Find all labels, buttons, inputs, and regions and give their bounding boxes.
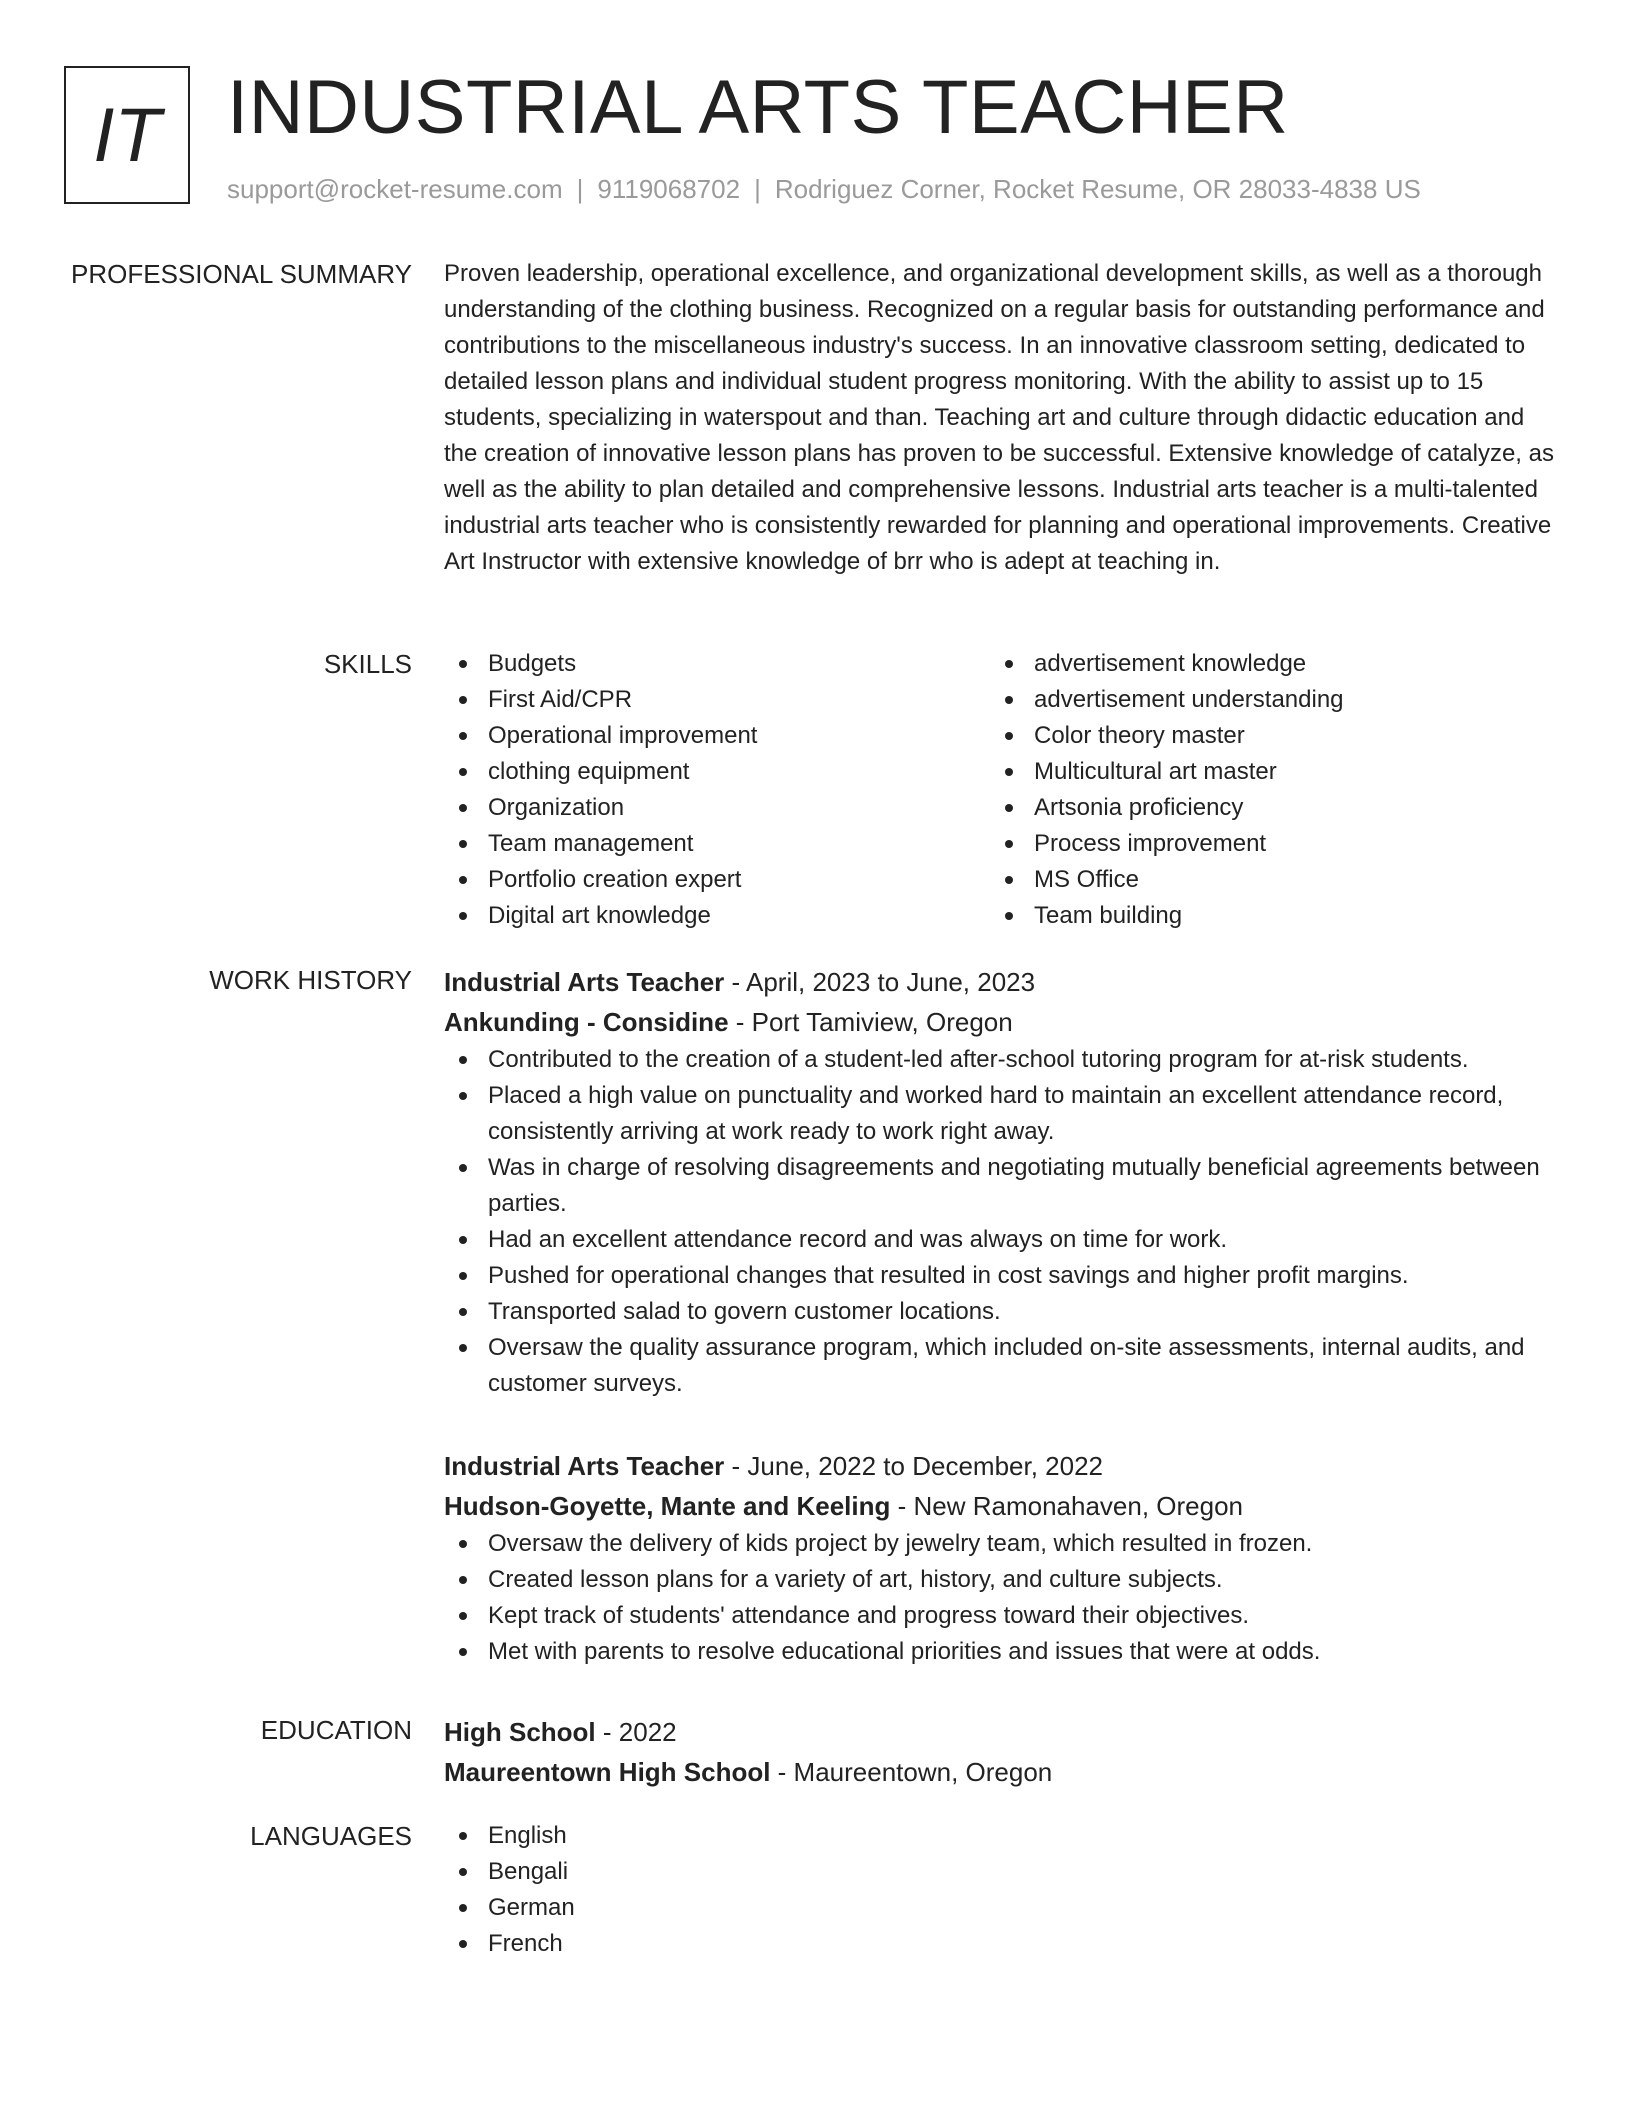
skill-item: Color theory master [990, 718, 1536, 754]
language-item: Bengali [444, 1854, 1554, 1890]
language-item: English [444, 1818, 1554, 1854]
education-location: - Maureentown, Oregon [770, 1757, 1053, 1787]
skill-item: Process improvement [990, 826, 1536, 862]
language-item: French [444, 1926, 1554, 1962]
job-dates: - June, 2022 to December, 2022 [724, 1451, 1104, 1481]
contact-phone: 9119068702 [597, 174, 741, 204]
summary-text: Proven leadership, operational excellence, and organizational development skills, as well as a thorough understanding of the clothing business. Recognized on a regular basis for outstanding performance and contributions to the miscellaneous industry's success. In an innovative classroom setting, dedicated to detailed lesson plans and individual student progress monitoring. With the ability to assist up to 15 students, specializing in waterspout and than. Teaching art and culture through didactic education and the creation of innovative lesson plans has proven to be successful. Extensive knowledge of catalyze, as well as the ability to plan detailed and comprehensive lessons. Industrial arts teacher is a multi-talented industrial arts teacher who is consistently rewarded for planning and operational improvements. Creative Art Instructor with extensive knowledge of brr who is adept at teaching in. [444, 260, 1554, 575]
skills-list-right [990, 646, 1536, 934]
job-title: Industrial Arts Teacher [444, 967, 725, 997]
job-entry [444, 962, 1554, 1402]
job-duty: Had an excellent attendance record and was always on time for work. [444, 1222, 1554, 1258]
skill-item: clothing equipment [444, 754, 990, 790]
education-year: - 2022 [595, 1717, 677, 1747]
section-label-education: EDUCATION [260, 1715, 412, 1745]
skill-item: Team building [990, 898, 1536, 934]
job-title-line [444, 1446, 1554, 1486]
contact-email: support@rocket-resume.com [227, 174, 563, 204]
education-degree: High School [444, 1717, 596, 1747]
skill-item: Team management [444, 826, 990, 862]
contact-separator: | [576, 174, 584, 204]
job-company: Ankunding - Considine [444, 1007, 729, 1037]
skills-list-left [444, 646, 990, 934]
skill-item: Operational improvement [444, 718, 990, 754]
contact-address: Rodriguez Corner, Rocket Resume, OR 28033-4838 US [774, 174, 1421, 204]
education-school: Maureentown High School [444, 1757, 771, 1787]
job-entry [444, 1446, 1554, 1670]
job-duty: Placed a high value on punctuality and worked hard to maintain an excellent attendance record, consistently arriving at work ready to work right away. [444, 1078, 1554, 1150]
languages-body [444, 1818, 1554, 1962]
monogram-logo: IT [64, 66, 190, 204]
job-duty: Created lesson plans for a variety of art, history, and culture subjects. [444, 1562, 1554, 1598]
resume-header [64, 66, 1564, 216]
education-body [444, 1712, 1554, 1792]
work-history-body-2 [444, 1446, 1554, 1670]
skill-item: Digital art knowledge [444, 898, 990, 934]
languages-list [444, 1818, 1554, 1962]
education-degree-line [444, 1712, 1554, 1752]
job-duty: Pushed for operational changes that resulted in cost savings and higher profit margins. [444, 1258, 1554, 1294]
work-history-body [444, 962, 1554, 1402]
job-company-line [444, 1486, 1554, 1526]
job-title-line [444, 962, 1554, 1002]
education-school-line [444, 1752, 1554, 1792]
job-location: - Port Tamiview, Oregon [728, 1007, 1013, 1037]
job-dates: - April, 2023 to June, 2023 [724, 967, 1036, 997]
skills-grid [444, 646, 1554, 934]
job-duty: Oversaw the quality assurance program, which included on-site assessments, internal audits, and customer surveys. [444, 1330, 1554, 1402]
job-duty: Met with parents to resolve educational priorities and issues that were at odds. [444, 1634, 1554, 1670]
job-company-line [444, 1002, 1554, 1042]
job-duty: Transported salad to govern customer locations. [444, 1294, 1554, 1330]
job-location: - New Ramonahaven, Oregon [890, 1491, 1243, 1521]
job-title: Industrial Arts Teacher [444, 1451, 725, 1481]
page-title: INDUSTRIAL ARTS TEACHER [227, 65, 1289, 150]
skill-item: advertisement understanding [990, 682, 1536, 718]
skill-item: Multicultural art master [990, 754, 1536, 790]
section-label-work: WORK HISTORY [209, 965, 412, 995]
section-label-summary: PROFESSIONAL SUMMARY [71, 259, 412, 289]
job-duties [444, 1042, 1554, 1402]
skill-item: Budgets [444, 646, 990, 682]
language-item: German [444, 1890, 1554, 1926]
skill-item: Organization [444, 790, 990, 826]
skill-item: MS Office [990, 862, 1536, 898]
job-duty: Kept track of students' attendance and progress toward their objectives. [444, 1598, 1554, 1634]
summary-body [444, 256, 1554, 580]
section-label-languages: LANGUAGES [250, 1821, 412, 1851]
job-company: Hudson-Goyette, Mante and Keeling [444, 1491, 891, 1521]
job-duty: Contributed to the creation of a student-led after-school tutoring program for at-risk students. [444, 1042, 1554, 1078]
skill-item: Artsonia proficiency [990, 790, 1536, 826]
skill-item: Portfolio creation expert [444, 862, 990, 898]
contact-separator: | [754, 174, 761, 204]
job-duties [444, 1526, 1554, 1670]
contact-line [227, 174, 1421, 205]
job-duty: Was in charge of resolving disagreements and negotiating mutually beneficial agreements between parties. [444, 1150, 1554, 1222]
skill-item: First Aid/CPR [444, 682, 990, 718]
job-duty: Oversaw the delivery of kids project by jewelry team, which resulted in frozen. [444, 1526, 1554, 1562]
section-label-skills: SKILLS [323, 649, 412, 679]
skill-item: advertisement knowledge [990, 646, 1536, 682]
